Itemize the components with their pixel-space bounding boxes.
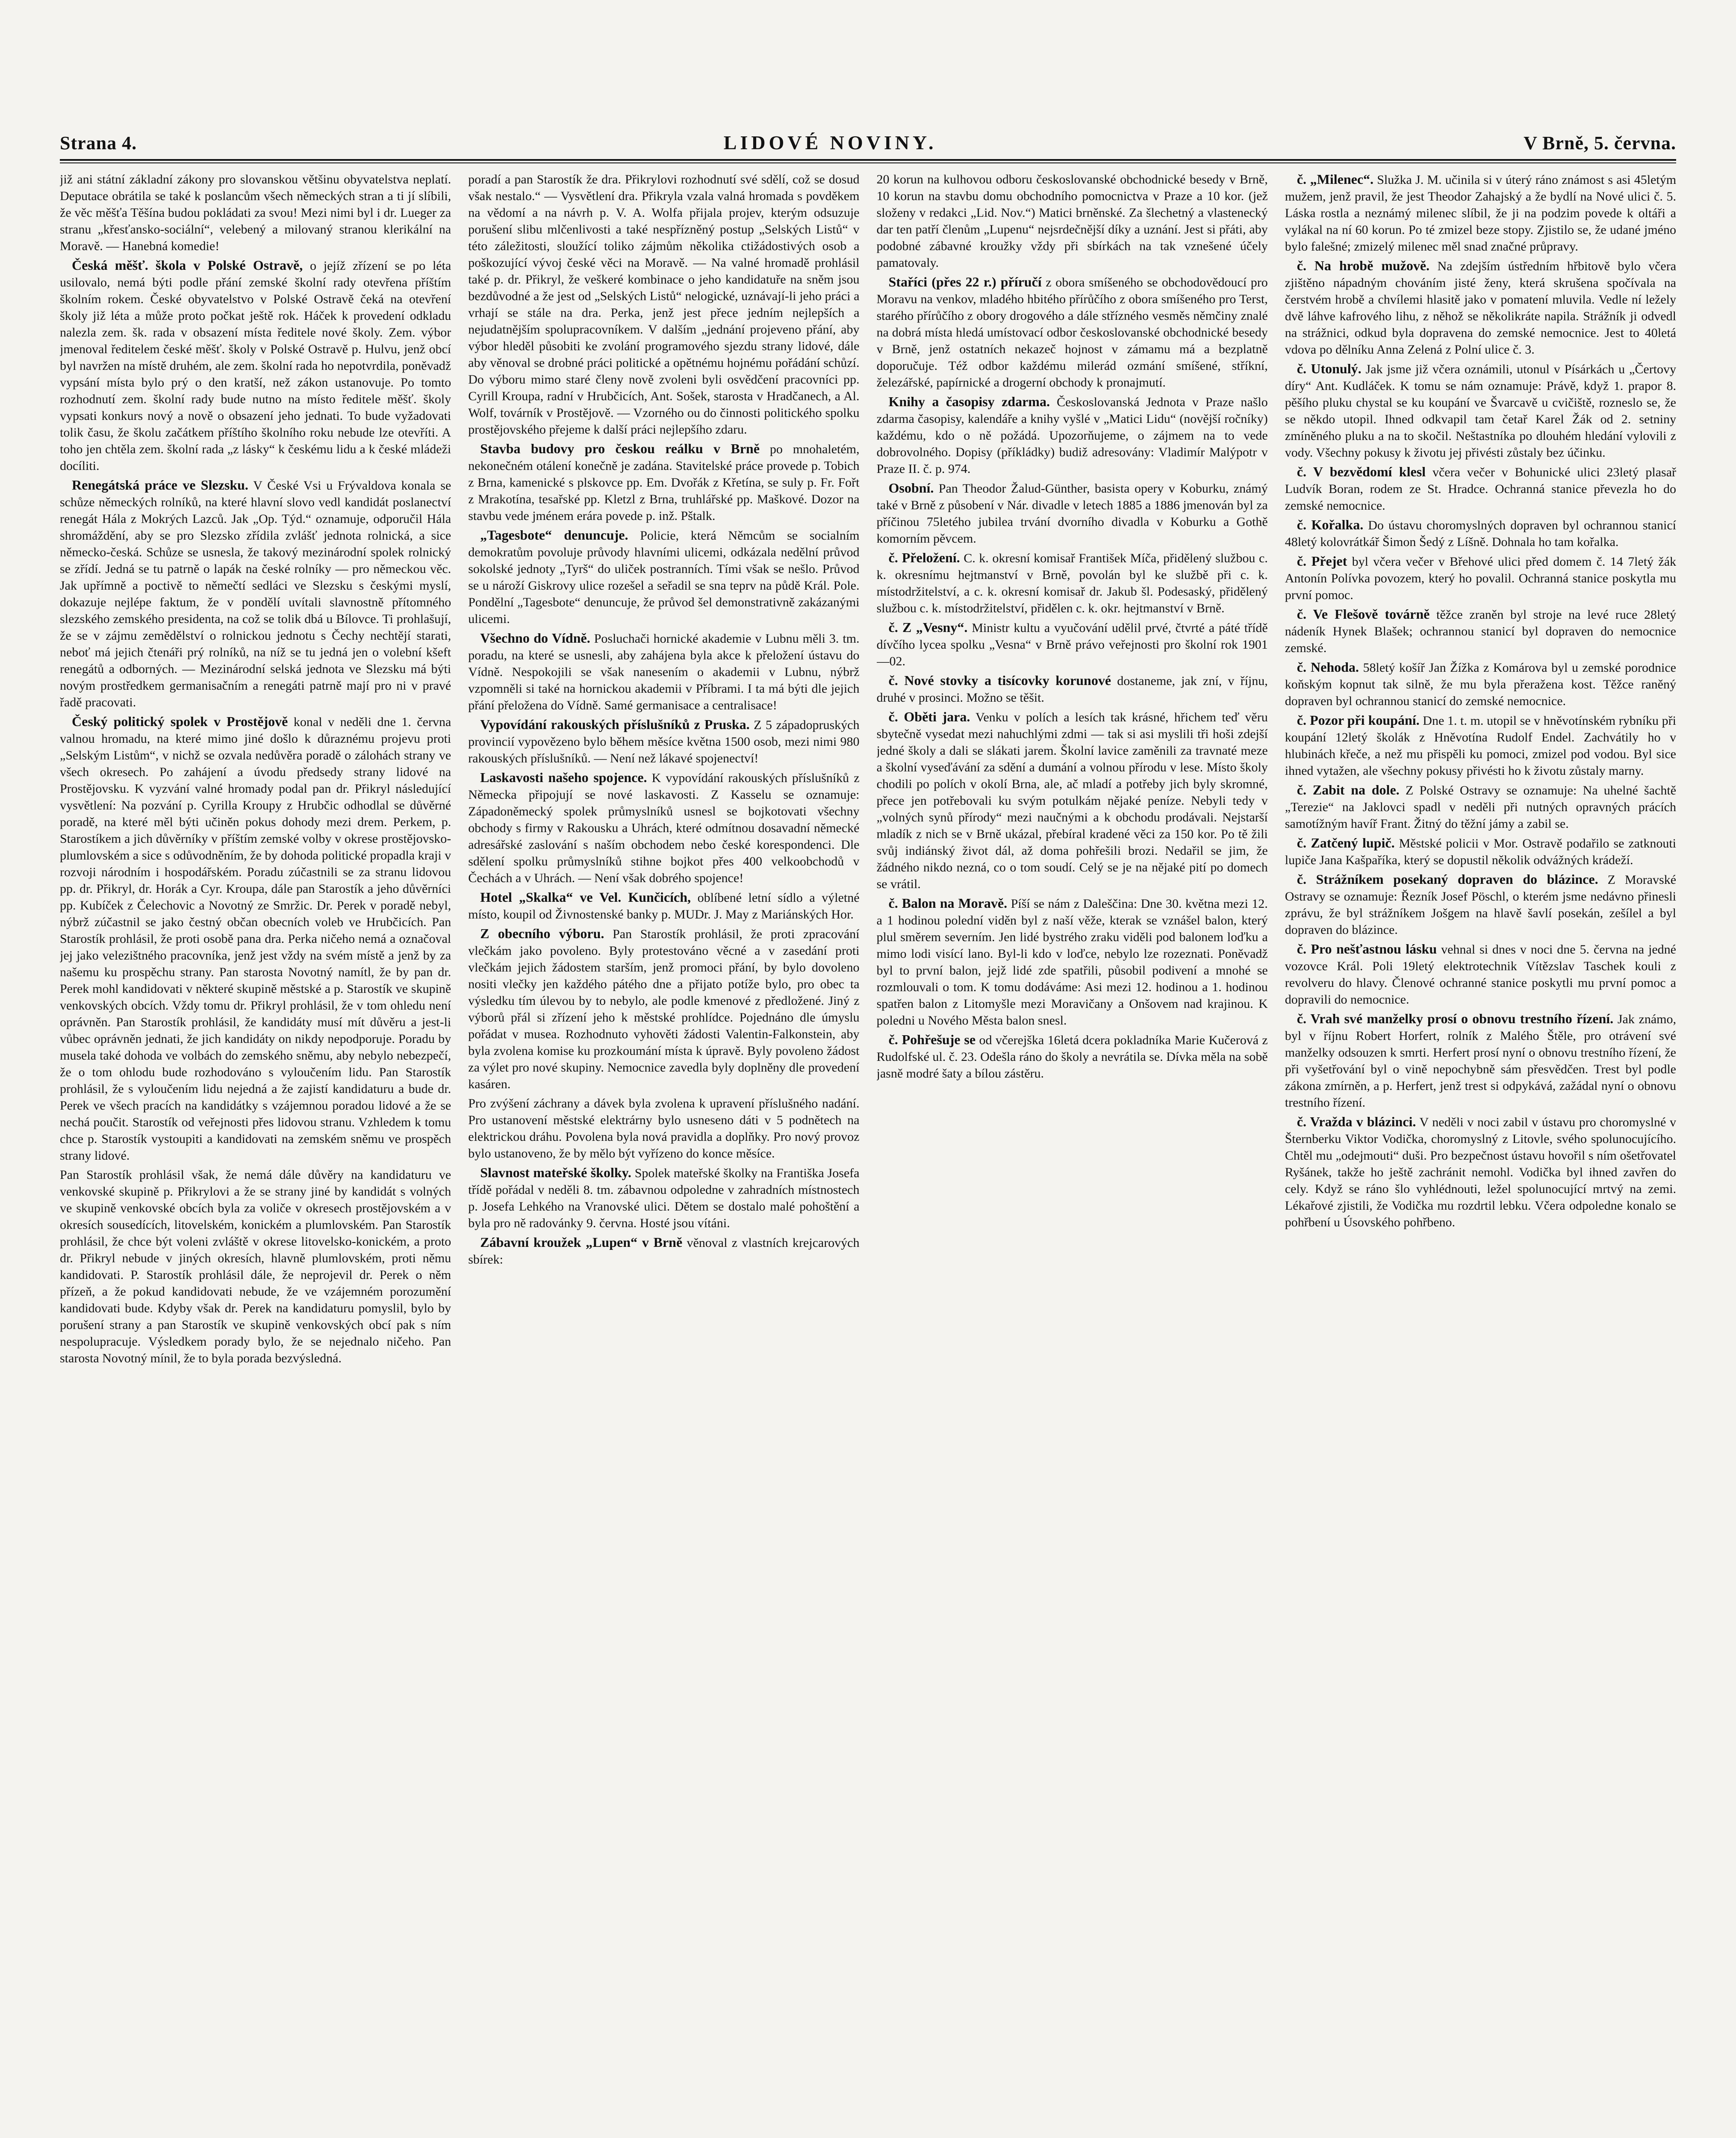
article-paragraph [468, 889, 859, 923]
article-text: od včerejška 16letá dcera pokladníka Marie Kučerová z Rudolfské ul. č. 23. Odešla ráno do školy a nevrátila se. Dívka měla na sobě jasně modré šaty a bílou zástěru. [876, 1033, 1268, 1081]
article-text: Služka J. M. učinila si v úterý ráno známost s asi 45letým mužem, jenž pravil, že jest Theodor Zahajský a že bydlí na Nové ulici č. 5. Láska rostla a neznámý milenec slíbil, že ji na podzim povede k oltáři a vylákal na ní 60 korun. Po té zmizel beze stopy. Zjistilo se, že udané jméno bylo falešné; zmizelý milenec měl snad značné průpravy. [1285, 173, 1676, 254]
article-text: Píší se nám z Daleščina: Dne 30. května mezi 12. a 1 hodinou polední viděn byl z naší věže, kterak se vznášel balon, který plul směrem severním. Jen lidé bystrého zraku viděli pod balonem loďku a mimo lodi visící lano. Byl-li kdo v loďce, nebylo lze rozeznati. Poněvadž byl to první balon, jejž lidé zde spatřili, působil podivení a mnohé se rozmlouvali o tom. K tomu dodáváme: Asi mezi 12. hodinou a 1. hodinou spatřen balon z Litomyšle mezi Moravičany a Onšovem nad krajinou. K poledni u Nového Města balon snesl. [876, 897, 1268, 1028]
article-paragraph [877, 1031, 1268, 1082]
article-heading: č. V bezvědomí klesl [1297, 464, 1426, 479]
article-heading: č. „Milenec“. [1297, 171, 1374, 187]
article-text: Pan Starostík prohlásil však, že nemá dále důvěry na kandidaturu ve venkovské skupině p. Přikrylovi a že se strany jiné by kandidát s volných ve skupině venkovské obcích byla za voliče v okresech prostějovském a v okresích sousedících, litovelském, konickém a plumlovském. Pan Starostík prohlásil, že chce být voleni zvláště v okrese litovelsko-konickém, a proto dr. Přikryl nebude v jiných okresích, hlavně plumlovském, proti němu kandidovati. P. Starostík prohlásil dále, že neprojevil dr. Perek o něm přízeň, a že pokud kandidovati nebude, že ve vzájemném porozumění kandidovati bude. Kdyby však dr. Perek na kandidaturu pomyslil, bylo by porušení strany a pan Starostík ve skupině venkovských obcí pak s ním nespolupracuje. Výsledkem porady bylo, že se nejednalo ničeho. Pan starosta Novotný mínil, že to byla porada bezvýsledná. [60, 1168, 451, 1365]
article-paragraph [877, 393, 1268, 477]
article-paragraph [468, 1234, 859, 1268]
article-heading: č. Strážníkem posekaný dopraven do blázince. [1297, 871, 1598, 887]
article-text: z obora smíšeného se obchodovědoucí pro Moravu na venkov, mladého hbitého přírůčího z obora smíšeného pro Terst, starého přírůčího z obory drogového a dále střízného vesměs němčiny znalé na dobrá místa hledá umístovací odbor českoslovanské obchodnické besedy v Brně, jenž ostatních nekazeč hojnost v zámamu má a bezplatně doporučuje. Též odbor každému milerád ozmání smíšené, stříkní, železářské, papírnické a drogerní obchody k pronajmutí. [876, 275, 1268, 390]
article-text: 58letý košíř Jan Žížka z Komárova byl u zemské porodnice koňským kopnut tak silně, že mu byla přeražena kost. Těžce raněný dopraven byl ochrannou stanicí do zemské nemocnice. [1285, 661, 1676, 708]
article-heading: Česká měšť. škola v Polské Ostravě, [72, 257, 303, 273]
article-text: dostaneme, jak zní, v říjnu, druhé v prosinci. Možno se těšit. [876, 674, 1268, 705]
article-paragraph [1285, 941, 1676, 1008]
article-paragraph [877, 619, 1268, 670]
article-heading: Vypovídání rakouských příslušníků z Pruska. [480, 717, 750, 732]
article-text: těžce zraněn byl stroje na levé ruce 28letý nádeník Hynek Blašek; ochrannou stanicí byl dopraven do nemocnice zemské. [1285, 608, 1676, 655]
article-text: Městské policii v Mor. Ostravě podařilo se zatknouti lupiče Jana Kašpaříka, který se dopustil několik odvážných krádeží. [1285, 836, 1676, 867]
article-paragraph [468, 630, 859, 714]
header-rule [60, 159, 1676, 161]
article-heading: Zábavní kroužek „Lupen“ v Brně [480, 1234, 683, 1250]
article-paragraph [1285, 360, 1676, 461]
article-paragraph [1285, 464, 1676, 514]
article-heading: č. Balon na Moravě. [888, 895, 1008, 911]
header-rule-thin [60, 162, 1676, 163]
article-paragraph [877, 171, 1268, 271]
article-text: Posluchači hornické akademie v Lubnu měli 3. tm. poradu, na které se usnesli, aby zahájena byla akce k přeložení ústavu do Vídně. Nespokojili se však nanesením o akademii v Lubnu, nýbrž vzpomněli si také na hornickou akademii v Příbrami. I ta má býti dle jejich přání přeložena do Vídně. Samé germanisace a centralisace! [468, 632, 860, 712]
article-text: Z Polské Ostravy se oznamuje: Na uhelné šachtě „Terezie“ na Jaklovci spadl v neděli při nutných opravných prácích samotížným havíř Frant. Žitný do těžní jámy a zabil se. [1285, 783, 1676, 831]
article-text: C. k. okresní komisař František Míča, přidělený službou c. k. okresnímu hejtmanství v Brně, povolán byl ke službě při c. k. místodržitelství, a c. k. okresní komisař dr. Jakub šl. Podesaský, přidělený službou c. k. místodržitelství, přidělen c. k. okr. hejtmanství v Brně. [876, 551, 1268, 615]
article-text: Ministr kultu a vyučování udělil prvé, čtvrté a páté třídě dívčího lycea spolku „Vesna“ v Brně právo veřejnosti pro školní rok 1901—02. [876, 621, 1268, 668]
article-paragraph [1285, 171, 1676, 255]
page-header [60, 124, 1676, 154]
article-heading: Stavba budovy pro českou reálku v Brně [480, 441, 760, 456]
article-heading: č. Oběti jara. [888, 709, 970, 724]
newspaper-title: LIDOVÉ NOVINY. [723, 132, 937, 154]
article-text: Policie, která Němcům se socialním demokratům povoluje průvody hlavními ulicemi, odkázala nedělní průvod sokolské jednoty „Tyrš“ do uliček postranních. Tími však se nešlo. Průvod se u nároží Giskrovy ulice rozešel a seřadil se sna teprv na půdě Král. Pole. Pondělní „Tagesbote“ denuncuje, že průvod šel demonstrativně zakázanými ulicemi. [468, 529, 860, 626]
article-paragraph [468, 171, 859, 438]
article-paragraph [1285, 1113, 1676, 1231]
article-heading: č. Na hrobě mužově. [1297, 258, 1430, 273]
article-paragraph [877, 709, 1268, 892]
article-heading: č. Pohřešuje se [888, 1032, 976, 1047]
article-heading: Staříci (přes 22 r.) příručí [888, 274, 1042, 289]
article-text: Českoslovanská Jednota v Praze našlo zdarma časopisy, kalendáře a knihy vyšlé v „Matici Lidu“ (novější ročníky) každému, kdo o ně požádá. Upozorňujeme, o zájmem na to vede dobrovolného. Dopisy (příkládky) budiž adresovány: Vladimír Malýpotr v Praze II. č. p. 974. [876, 395, 1268, 476]
article-text: Pan Starostík prohlásil, že proti zpracování vlečkám jako povoleno. Byly protestováno věcné a v zasedání proti vlečkám jejich žádostem starším, jenž promoci přání, by bylo dovoleno nositi vlečky jen každého pátého dne a přijato potíže bylo, pro obec ta výsledku tím úlevou by to nebylo, ale podle kmenové z předložené. Jiný z výborů přál si zřízení jeho k městské prohlídce. Pojednáno dle úmyslu pořádat v musea. Rozhodnuto vyhověti žádosti Valentin-Falkonstein, aby byla zvolena komise ku prozkoumání místa k úpravě. Byly povoleno žádost za výlet pro nové skupiny. Nemocnice zavedla byly doplněny dle provedení kasáren. [468, 927, 860, 1091]
article-heading: Slavnost mateřské školky. [480, 1165, 631, 1180]
article-heading: č. Nehoda. [1297, 659, 1359, 675]
article-heading: „Tagesbote“ denuncuje. [480, 527, 628, 543]
article-heading: č. Pro nešťastnou lásku [1297, 941, 1437, 957]
article-paragraph [1285, 782, 1676, 832]
article-text: Na zdejším ústředním hřbitově bylo včera zjištěno nápadným chováním jisté ženy, která skrušena spočívala na čerstvém hrobě a chvílemi hlasitě jako v pomatení mluvila. Vedle ní ležely dvě láhve kafrového lihu, z něhož se několikráte napila. Strážník ji odvedl na strážnici, odkud byla dopravena do zemské nemocnice. Jest to 40letá vdova po dělníku Anna Zelená z Polní ulice č. 3. [1285, 259, 1676, 357]
article-heading: č. Zabit na dole. [1297, 782, 1400, 797]
article-paragraph [468, 527, 859, 627]
column-4 [1285, 171, 1676, 2138]
article-heading: č. Přejet [1297, 553, 1347, 569]
article-heading: Osobní. [888, 480, 934, 496]
article-paragraph [1285, 553, 1676, 603]
article-text: Pan Theodor Žalud-Günther, basista opery v Koburku, známý také v Brně z působení v Nár. divadle v letech 1885 a 1886 jmenován byl za příčinou 75letého jubilea trvání dvorního divadla v Koburku a Gothě komorním pěvcem. [876, 481, 1268, 546]
article-paragraph [1285, 1010, 1676, 1111]
article-columns [60, 171, 1676, 2138]
article-heading: Knihy a časopisy zdarma. [888, 394, 1050, 409]
article-text: 20 korun na kulhovou odboru českoslovanské obchodnické besedy v Brně, 10 korun na stavbu domu obchodního pomocnictva v Praze a 10 kor. (jež složeny v redakci „Lid. Nov.“) Matici brněnské. Za šlechetný a vlastenecký dar ten patří členům „Lupenu“ nejsrdečnější díky a uznání. Jest si přáti, aby podobné zábavné kroužky vždy při sbírkách na tak vznešené účely pamatovaly. [876, 172, 1268, 270]
article-paragraph [877, 895, 1268, 1029]
article-heading: č. Pozor při koupání. [1297, 712, 1420, 728]
article-paragraph [1285, 712, 1676, 779]
article-paragraph [60, 713, 451, 1164]
article-text: včera večer v Bohunické ulici 23letý plasař Ludvík Boran, rodem ze St. Hradce. Ochranná stanice převezla ho do zemské nemocnice. [1285, 465, 1676, 513]
article-paragraph [60, 257, 451, 474]
article-paragraph [60, 477, 451, 711]
article-paragraph [1285, 835, 1676, 868]
article-text: vehnal si dnes v noci dne 5. června na jedné vozovce Král. Poli 19letý elektrotechnik Vítězslav Taschek kouli z revolveru do hlavy. Členové ochranné stanice poskytli mu první pomoc a dopravili do nemocnice. [1285, 942, 1676, 1007]
article-text: oblíbené letní sídlo a výletné místo, koupil od Živnostenské banky p. MUDr. J. May z Mariánských Hor. [468, 891, 860, 921]
article-heading: č. Utonulý. [1297, 361, 1362, 376]
article-heading: č. Zatčený lupič. [1297, 835, 1395, 850]
article-text: K vypovídání rakouských příslušníků z Německa připojují se nové laskavosti. Z Kasselu se oznamuje: Západoněmecký spolek průmyslníků usnesl se bojkotovati všechny obchody s firmy v Rakousku a Uhrách, které odmítnou dosavadní německé adresářské zaslování s naším obchodem nebo české korespondenci. Dle sdělení spolku průmyslníků stihne bojkot přes 400 velkoobchodů v Čechách a v Uhrách. — Není však dobrého spojence! [468, 771, 860, 885]
article-text: Jak známo, byl v říjnu Robert Horfert, rolník z Malého Štěle, pro otrávení své manželky odsouzen k smrti. Herfert prosí nyní o obnovu trestního řízení, že při vyšetřování byl o vině nepochybně sám přesvědčen. Trest byl podle zákona zmírněn, a p. Herfert, jenž trest si odpykává, zažádal nyní o obnovu trestního řízení. [1285, 1012, 1676, 1110]
article-paragraph [468, 716, 859, 767]
article-text: V České Vsi u Frývaldova konala se schůze německých rolníků, na které hlavní slovo vedl kandidát poslanectví renegát Hála z Mokrých Lazců. Jak „Op. Týd.“ oznamuje, odporučil Hála shromáždění, aby se pro Slezsko zřídila zvlášť jednota rolnická, a sice německo-česká. Schůze se usnesla, že takový mezinárodní spolek rolnický se zřídí. Jedná se tu patrně o lapák na české rolníky — pro německou věc. Jak upřímně a poctivě to němečtí sedláci ve Slezsku s českými myslí, dokazuje nejlépe faktum, že v pondělí uvítali slavnostně přítomného slezského zemského presidenta, na což se tolik dbá u Bílovce. Ti prohlašují, že se v zájmu zemědělství o rolnickou jednotu s Čechy nechtějí starati, neboť má jejich čtenáři prý rolníků, na níž se tu jedná jen o volební kšeft renegátů a odborných. — Mezinárodní selská jednota ve Slezsku má býti novým prostředkem germanisačním a renegáti patrně mají pro ni v pravé řadě pracovati. [60, 478, 451, 709]
article-heading: Hotel „Skalka“ ve Vel. Kunčicích, [480, 889, 691, 905]
article-paragraph [60, 171, 451, 254]
article-heading: Český politický spolek v Prostějově [72, 714, 288, 729]
article-paragraph [877, 274, 1268, 391]
article-paragraph [468, 925, 859, 1093]
column-2 [468, 171, 859, 2138]
article-text: Jak jsme již včera oznámili, utonul v Písárkách u „Čertovy díry“ Ant. Kudláček. K tomu se nám oznamuje: Právě, když 1. prapor 8. pěšího pluku chystal se ku koupání ve Švarcavě u cvičiště, rozneslo se, že se někdo utopil. Ihned odkvapil tam četař Karel Žák od 2. setniny zmíněného pluku a na to skočil. Neštastníka po dlouhém hledání vylovili z vody. Všechny pokusy k životu jej přivésti zůstaly bez účinku. [1285, 362, 1676, 460]
article-heading: č. Vrah své manželky prosí o obnovu trestního řízení. [1297, 1011, 1614, 1026]
column-1 [60, 171, 451, 2138]
article-text: Pro zvýšení záchrany a dávek byla zvolena k upravení příslušného nadání. Pro ustanovení městské elektrárny bylo usneseno dáti v 5 podnětech na elektrickou dráhu. Povolena byla nová pravidla a doplňky. Pro nový provoz bylo ustanoveno, že by mělo být vyřízeno do konce měsíce. [468, 1096, 860, 1161]
article-text: Z 5 západopruských provincií vypovězeno bylo během měsíce května 1500 osob, mezi nimi 980 rakouských příslušníků. — Není než lákavé spojenectví! [468, 718, 860, 765]
article-paragraph [60, 1166, 451, 1367]
article-heading: Laskavosti našeho spojence. [480, 770, 647, 785]
article-heading: č. Vražda v blázinci. [1297, 1114, 1416, 1129]
article-text: Venku v polích a lesích tak krásné, hřichem teď věru sbytečně vysedat mezi nahuchlými zdmi — tak si asi myslili tři hoši zdejší jedné školy a dali se slákati jarem. Školní lavice zaměnili za travnaté meze a školní vyseďávání za sdění a dumání a volnou přírodu v lese. Místo školy chodili po polích v okolí Brna, ale, ač mladí a potřeby jich byly skromné, přece jen potřebovali ku svým potulkám nějaké peníze. Nebyli tedy v „volných synů přírody“ mezi naučnými a k obchodu prodávali. Nejstarší mladík z nich se v Brně ukázal, přebíral kradené věci za 150 kor. Po tě žili svůj indiánský život dál, až doma pohřešili brozi. Nedařil se jim, že žádného nikdo nezná, co o tom soudí. Celý se je na nějaké pití po domech se vrátil. [876, 710, 1268, 891]
article-text: poradí a pan Starostík že dra. Přikrylovi rozhodnutí své sdělí, což se dosud však nestalo.“ — Vysvětlení dra. Přikryla vzala valná hromada s povděkem na vědomí a na návrh p. V. A. Wolfa přijala projev, kterým odsuzuje porušení slibu mlčenlivosti a také nespřízněný postup „Selských Listů“ v této záležitosti, sloužící toliko zájmům několika ctižádostivých osob a poškozující vývoj české věci na Moravě. — Na valné hromadě prohlásil také p. dr. Přikryl, že veškeré kombinace o jeho kandidatuře na sněm jsou bezdůvodné a že jest od „Selských Listů“ nelogické, uznávají-li jeho práci a vrhají se stále na dra. Perka, jenž jest přece jedním nejlepších a nejudatnějším spolupracovníkem. V dalším „jednání projeveno přání, aby výbor hleděl působiti ke zvolání programového sjezdu strany lidové, dále aby věnoval se drobné práci politické a opětnému hojnému pořádání schůzí. Do výboru mimo staré členy nově zvoleni byli osvědčení pracovníci pp. Cyrill Kroupa, radní v Hrubčicích, Ant. Sošek, starosta v Hradčanech, a Al. Wolf, továrník v Prostějově. — Vzorného ou do činnosti politického spolku prostějovského přejeme k další práci nejlepšího zdaru. [468, 172, 860, 437]
article-heading: Z obecního výboru. [480, 926, 604, 941]
article-paragraph [468, 440, 859, 524]
article-paragraph [468, 1095, 859, 1162]
article-heading: Všechno do Vídně. [480, 630, 590, 646]
article-text: o jejíž zřízení se po léta usilovalo, nemá býti podle přání zemské školní rady otevřena příštím školním rokem. České obyvatelstvo v Polské Ostravě čeká na otevření školy již léta a může proto počkat ještě rok. Háček k provedení odkladu nalezla zem. šk. rada v obsazení místa ředitele nové školy. Zem. výbor jmenoval ředitelem české měšť. školy v Polské Ostravě p. Hulvu, jenž obcí byl navržen na místě druhém, ale zem. školní rada ho nepotvrdila, poněvadž vypsání místa bylo prý o den kratší, než zákon ustanovuje. Po tomto rozhodnutí zem. školní rady bude nutno na místo ředitele měšť. školy vypsati konkurs nový a nově o obsazení jeho jednati. To bude vyžadovati tolik času, že školu začátkem příštího školního roku nebude lze otevříti. A toho jen chtěla zem. školní rada „z lásky“ k českému lidu a k české mládeži docíliti. [60, 259, 451, 473]
article-paragraph [877, 480, 1268, 547]
article-paragraph [468, 1164, 859, 1231]
article-text: již ani státní základní zákony pro slovanskou většinu obyvatelstva neplatí. Deputace obrátila se také k poslancům všech německých stran a ti jí slíbili, že věc měšťa Těšína budou pokládati za svou! Mezi nimi byl i dr. Lueger za stranu „křesťansko-sociální“, velebený a milovaný stranou klerikální na Moravě. — Hanebná komedie! [60, 172, 451, 253]
article-text: Do ústavu choromyslných dopraven byl ochrannou stanicí 48letý kolovrátkář Šimon Šedý z Líšně. Dohnala ho tam kořalka. [1285, 518, 1676, 549]
article-paragraph [468, 769, 859, 886]
article-paragraph [1285, 517, 1676, 550]
article-heading: Renegátská práce ve Slezsku. [72, 477, 248, 493]
column-3 [877, 171, 1268, 2138]
article-heading: č. Přeložení. [888, 550, 960, 565]
article-text: V neděli v noci zabil v ústavu pro choromyslné v Šternberku Viktor Vodička, choromyslný z Litovle, svého spolunocujícího. Chtěl mu „odejmouti“ duši. Pro bezpečnost ústavu hovořil s ním ošetřovatel Ryšánek, takže ho ještě zachránit nemohl. Vodička byl ihned zavřen do cely. Když se ráno šlo vyhlédnouti, ležel spolunocující mrtvý na zemi. Lékařové zjistili, že Vodička mu rozdrtil lebku. Včera odpoledne konalo se pohřbení u Úsovského pohřbeno. [1285, 1115, 1676, 1229]
article-heading: č. Z „Vesny“. [888, 620, 968, 635]
place-date: V Brně, 5. června. [1524, 133, 1676, 154]
article-paragraph [1285, 606, 1676, 656]
article-heading: č. Ve Flešově továrně [1297, 606, 1430, 622]
article-paragraph [877, 672, 1268, 706]
article-text: byl včera večer v Břehové ulici před domem č. 14 7letý žák Antonín Polívka povozem, který ho povalil. Ochranná stanice poskytla mu první pomoc. [1285, 555, 1676, 602]
page-number: Strana 4. [60, 133, 137, 154]
article-paragraph [1285, 871, 1676, 938]
article-text: věnoval z vlastních krejcarových sbírek: [468, 1236, 860, 1267]
article-text: konal v neděli dne 1. června valnou hromadu, na které mimo jiné došlo k důraznému projevu proti „Selským Listům“, v nichž se ozvala nedůvěra poradě o zálohách strany ve všech okresech. Po zahájení a úvodu předsedy strany lidové na Prostějovsku. K vyzvání valné hromady podal pan dr. Přikryl následující vysvětlení: Na pozvání p. Cyrilla Kroupy z Hrubčic odhodlal se důvěrné poradě, na které měl býti učiněn pokus dohody mezi drem. Perkem, p. Starostíkem a jich důvěrníky v příštím zemské volby v okrese prostějovsko-plumlovském a sice s odůvodněním, že by dohoda politické propadla kraji v rozvoji národním i hospodářském. Poradu zúčastnili se za stranu lidovou pp. dr. Přikryl, dr. Horák a Cyr. Kroupa, dále pan Starostík a jeho důvěrníci pp. Kubíček z Čelechovic a Novotný ze Smržic. Dr. Perek v poradě nebyl, nýbrž zúčastnil se jako čestný občan obecních voleb ve Hrubčicích. Pan Starostík prohlásil, že proti osobě pana dra. Perka ničeho nemá a označoval jej jako velezištného pracovníka, jenž jest vždy na svém místě a jenž by za našemu ku prospěchu strany. Pan starosta Novotný namítl, že by pan dr. Perek mohl kandidovati v některé skupině městské a p. Starostík ve skupině venkovských obcích. Vždy tomu dr. Přikryl prohlásil, že v tom ohledu není oprávněn. Pan Starostík prohlásil, že kandidáty musí mít důvěru a jest-li vůbec oprávněn jednati, že jich kandidáty on nikdy nepodporuje. Poradu by musela také dohoda ve volbách do zemského sněmu, aby nebylo nebezpečí, že o tom ohlodu bude rozhodováno s vyloučením lidu. Pan Starostík prohlásil, že s vyloučením lidu nejedná a že zajistí kandidaturu a bude dr. Perek ve všech pracích na kandidátky s vzájemnou poradou lidové a že se nechá poučit. Starostík od veřejnosti přes lidovou stranu. Vzhledem k tomu chce p. Starostík vystoupiti a kandidovati na zemském sněmu ve prospěch strany lidové. [60, 715, 451, 1163]
article-heading: č. Kořalka. [1297, 517, 1364, 532]
article-text: po mnohaletém, nekonečném otálení konečně je zadána. Stavitelské práce provede p. Tobich z Brna, kamenické s plskovce pp. Em. Dvořák z Křetína, se suly p. Fr. Fořt z Mrakotína, tesařské pp. Kletzl z Brna, truhlářské pp. Maškové. Dozor na stavbu vede jménem erára povede p. inž. Pštalk. [468, 442, 860, 523]
article-text: Spolek mateřské školky na Františka Josefa třídě pořádal v neděli 8. tm. zábavnou odpoledne v zahradních místnostech p. Josefa Lehkého na Vranovské ulici. Dětem se dostalo malé pohoštění a byla pro ně radovánky 9. června. Hosté jsou vítáni. [468, 1166, 860, 1230]
article-paragraph [1285, 659, 1676, 709]
article-paragraph [877, 549, 1268, 617]
article-paragraph [1285, 257, 1676, 358]
article-text: Z Moravské Ostravy se oznamuje: Řezník Josef Pöschl, o kterém jsme nedávno přinesli zprávu, že byl strážníkem Jošgem na hlavě šavlí posekán, zešílel a byl dopraven do blázince. [1285, 873, 1676, 937]
article-heading: č. Nové stovky a tisícovky korunové [888, 673, 1111, 688]
article-text: Dne 1. t. m. utopil se v hněvotínském rybníku při koupání 12letý školák z Hněvotína Rudolf Endel. Zachvátily ho v hlubinách křeče, a než mu přispěli ku pomoci, zmizel pod vodou. Byl sice ihned vytažen, ale všechny pokusy přivésti ho k životu zůstaly marny. [1285, 714, 1676, 778]
